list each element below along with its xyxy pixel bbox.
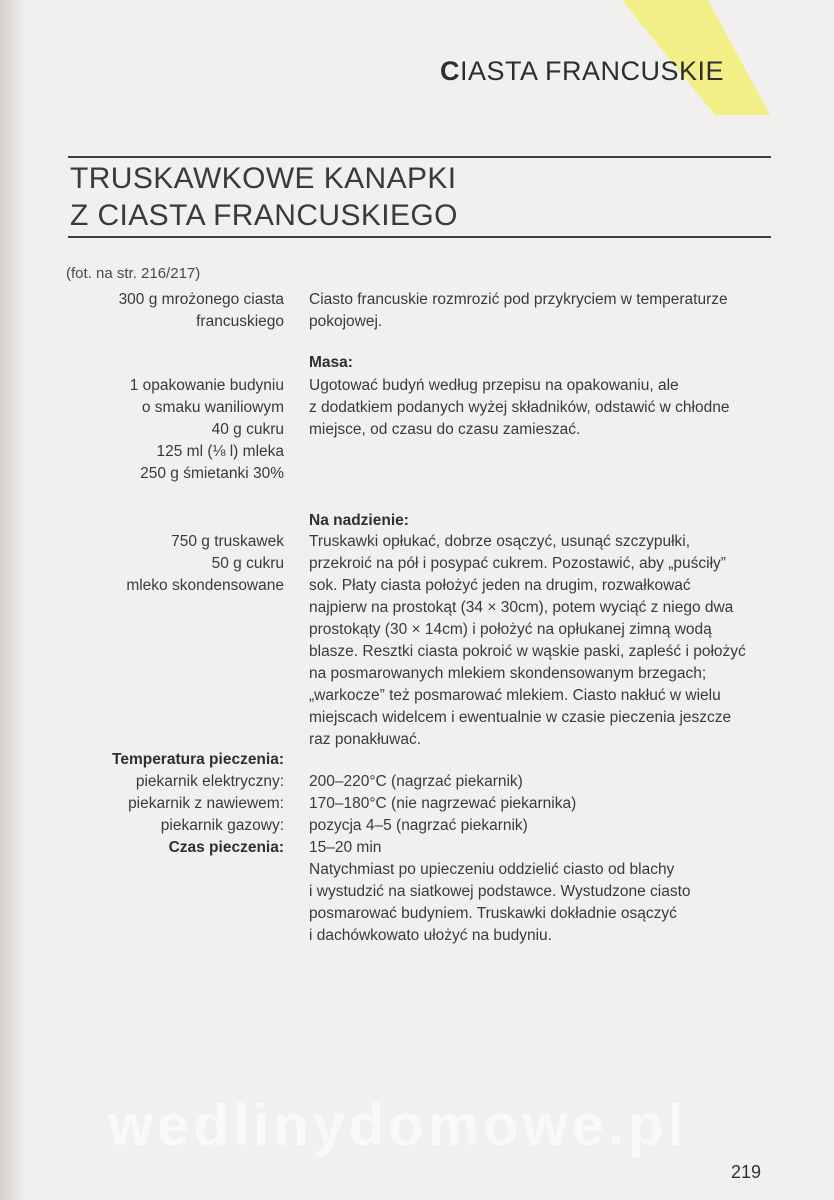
instruction-line: „warkocze” też posmarować mlekiem. Ciasto nakłuć w wielu (309, 687, 721, 704)
gas-oven-label: piekarnik gazowy: (160, 817, 284, 834)
page-number: 219 (731, 1162, 762, 1182)
filling-ingredients (126, 531, 284, 597)
ingredient-line: francuskiego (196, 313, 284, 330)
gas-oven-value: pozycja 4–5 (nagrzać piekarnik) (309, 817, 528, 834)
dough-instructions (309, 289, 779, 333)
instruction-line: miejsce, od czasu do czasu zamieszać. (309, 421, 581, 438)
instruction-line: sok. Płaty ciasta położyć jeden na drugim, rozwałkować (309, 577, 691, 594)
chapter-initial: C (439, 56, 460, 86)
cream-instructions (309, 375, 779, 441)
watermark: wedlinydomowe.pl (108, 1093, 688, 1158)
ingredient-line: 1 opakowanie budyniu (129, 377, 284, 394)
electric-oven-value: 200–220°C (nagrzać piekarnik) (309, 773, 523, 790)
fan-oven-label: piekarnik z nawiewem: (128, 795, 284, 812)
ingredient-line: 300 g mrożonego ciasta (118, 291, 284, 308)
ingredient-line: 50 g cukru (211, 555, 284, 572)
instruction-line: raz ponakłuwać. (309, 731, 422, 748)
instruction-line: i wystudzić na siatkowej podstawce. Wystudzone ciasto (309, 883, 691, 900)
baking-temperature-label: Temperatura pieczenia: (112, 751, 284, 768)
instruction-line: posmarować budyniem. Truskawki dokładnie osączyć (309, 905, 677, 922)
baking-values (309, 771, 779, 947)
cream-heading-block (309, 352, 779, 374)
ingredient-line: o smaku waniliowym (141, 399, 284, 416)
photo-reference: (fot. na str. 216/217) (66, 265, 201, 282)
instruction-line: pokojowej. (309, 313, 383, 330)
instruction-line: Ciasto francuskie rozmrozić pod przykryciem w temperaturze (309, 291, 728, 308)
instruction-line: najpierw na prostokąt (34 × 30cm), potem wyciąć z niego dwa (309, 599, 734, 616)
fan-oven-value: 170–180°C (nie nagrzewać piekarnika) (309, 795, 577, 812)
recipe-title-line-1: TRUSKAWKOWE KANAPKI (70, 162, 457, 195)
recipe-title (70, 160, 770, 234)
dough-ingredients (119, 289, 284, 333)
ingredient-line: 125 ml (⅛ l) mleka (156, 443, 284, 460)
recipe-title-line-2: Z CIASTA FRANCUSKIEGO (70, 199, 458, 232)
ingredient-line: 250 g śmietanki 30% (140, 465, 284, 482)
baking-time-value: 15–20 min (309, 839, 382, 856)
instruction-line: Ugotować budyń według przepisu na opakowaniu, ale (309, 377, 679, 394)
cream-heading: Masa: (309, 354, 353, 371)
electric-oven-label: piekarnik elektryczny: (135, 773, 284, 790)
instruction-line: miejscach widelcem i ewentualnie w czasie pieczenia jeszcze (309, 709, 732, 726)
chapter-title (440, 56, 724, 87)
instruction-line: przekroić na pół i posypać cukrem. Pozostawić, aby „puściły” (309, 555, 726, 572)
instruction-line: i dachówkowato ułożyć na budyniu. (309, 927, 552, 944)
ingredient-line: 40 g cukru (211, 421, 284, 438)
instruction-line: blasze. Resztki ciasta pokroić w wąskie paski, zapleść i położyć (309, 643, 746, 660)
filling-heading-block (309, 510, 779, 532)
ingredient-line: 750 g truskawek (171, 533, 284, 550)
instruction-line: z dodatkiem podanych wyżej składników, odstawić w chłodne (309, 399, 730, 416)
instruction-line: Natychmiast po upieczeniu oddzielić ciasto od blachy (309, 861, 675, 878)
baking-time-label: Czas pieczenia: (168, 839, 284, 856)
ingredient-line: mleko skondensowane (126, 577, 284, 594)
title-top-rule (68, 156, 771, 158)
title-bottom-rule (68, 236, 771, 238)
filling-heading: Na nadzienie: (309, 512, 409, 529)
cream-ingredients (130, 375, 284, 485)
instruction-line: prostokąty (30 × 14cm) i położyć na opłukanej zimną wodą (309, 621, 712, 638)
filling-instructions (309, 531, 779, 751)
instruction-line: na posmarowanych mlekiem skondensowanym brzegach; (309, 665, 707, 682)
chapter-title-rest: IASTA FRANCUSKIE (459, 56, 724, 86)
baking-labels (112, 749, 284, 859)
instruction-line: Truskawki opłukać, dobrze osączyć, usunąć szczypułki, (309, 533, 691, 550)
